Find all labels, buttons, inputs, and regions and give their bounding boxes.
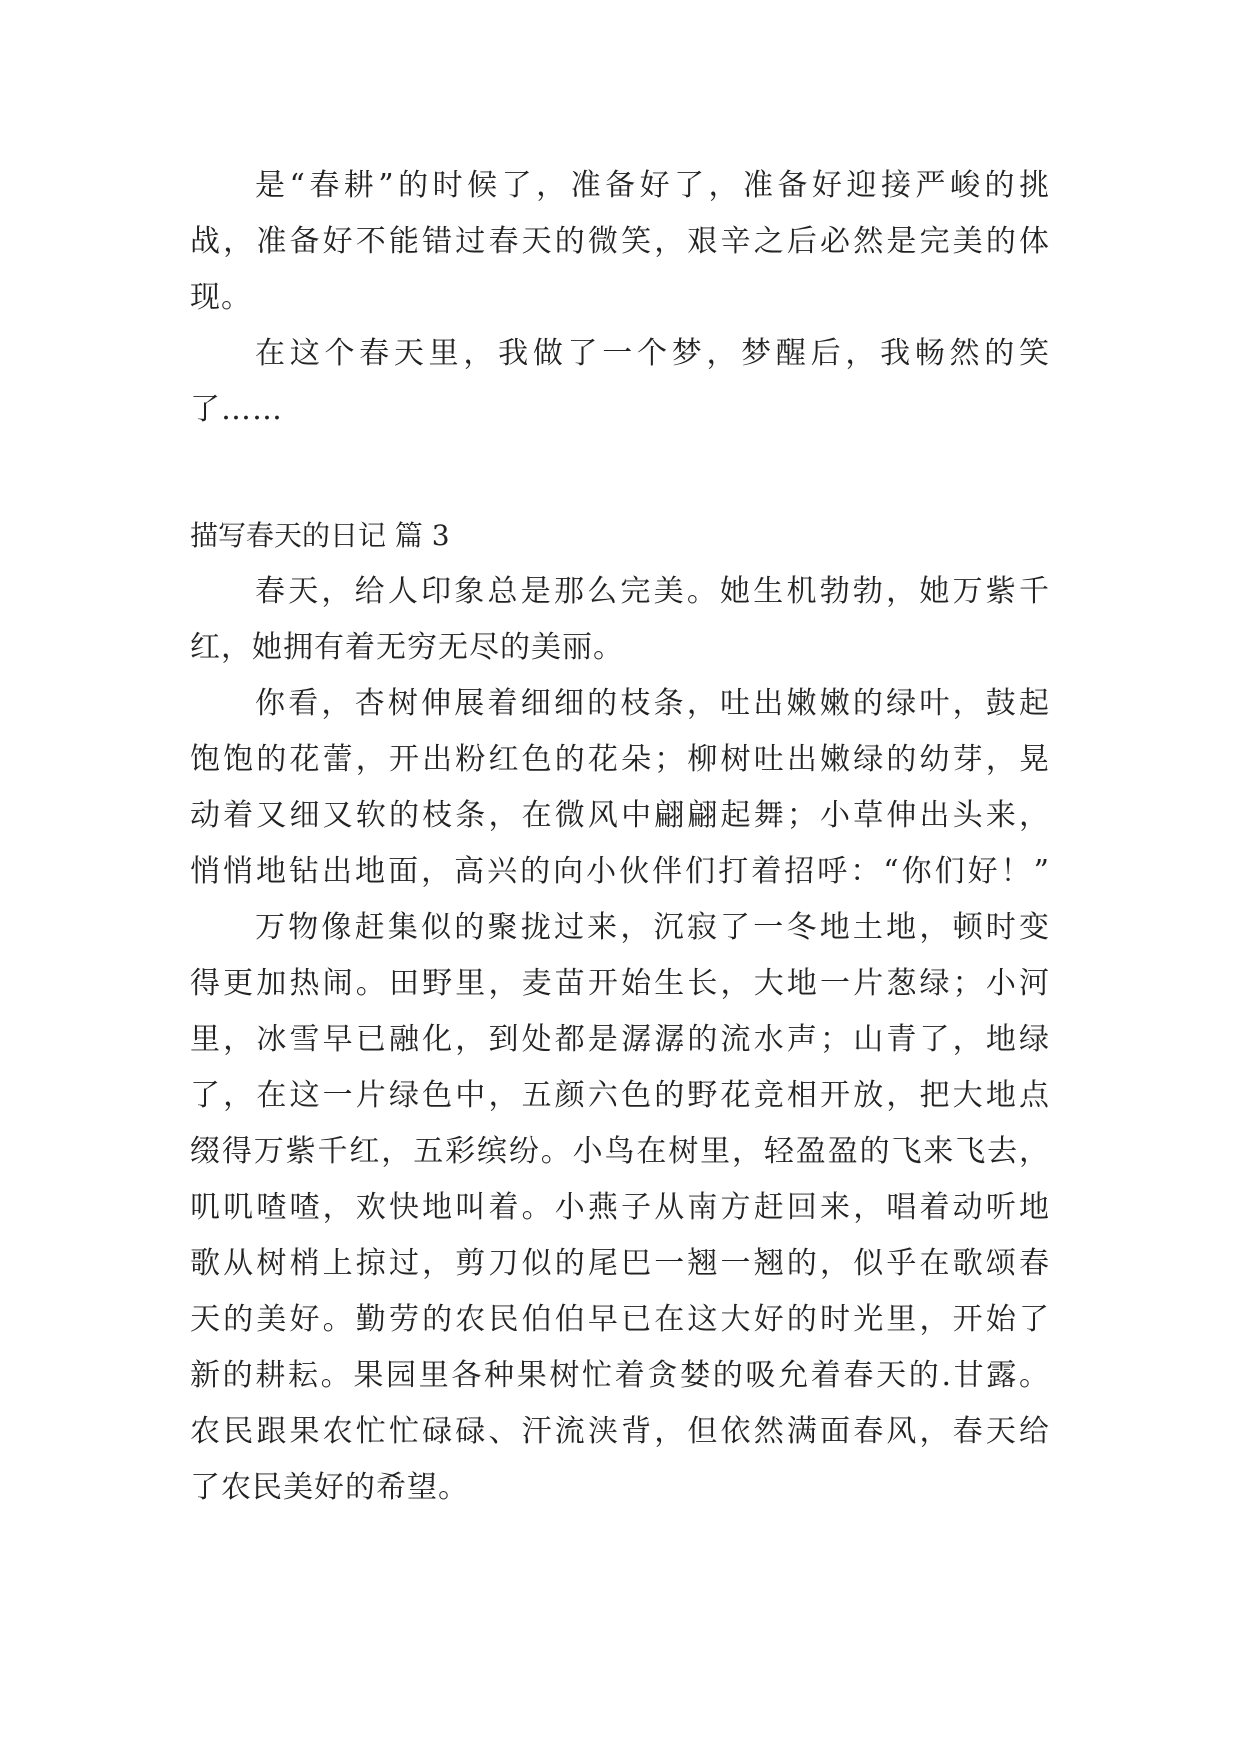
paragraph-line: 你看，杏树伸展着细细的枝条，吐出嫩嫩的绿叶，鼓起 — [255, 686, 1050, 721]
paragraph-line: 悄悄地钻出地面，高兴的向小伙伴们打着招呼：“你们好！” — [190, 854, 1050, 889]
paragraph-line: 农民跟果农忙忙碌碌、汗流浃背，但依然满面春风，春天给 — [190, 1414, 1050, 1449]
paragraph-line: 了，在这一片绿色中，五颜六色的野花竞相开放，把大地点 — [190, 1078, 1050, 1113]
paragraph-line: 得更加热闹。田野里，麦苗开始生长，大地一片葱绿；小河 — [190, 966, 1050, 1001]
paragraph-line: 春天，给人印象总是那么完美。她生机勃勃，她万紫千 — [255, 574, 1050, 609]
paragraph-line: 是“春耕”的时候了，准备好了，准备好迎接严峻的挑 — [255, 168, 1050, 203]
paragraph-line: 饱饱的花蕾，开出粉红色的花朵；柳树吐出嫩绿的幼芽，晃 — [190, 742, 1050, 777]
paragraph-line: 天的美好。勤劳的农民伯伯早已在这大好的时光里，开始了 — [190, 1302, 1050, 1337]
paragraph-line: 歌从树梢上掠过，剪刀似的尾巴一翘一翘的，似乎在歌颂春 — [190, 1246, 1050, 1281]
paragraph-line: 新的耕耘。果园里各种果树忙着贪婪的吸允着春天的.甘露。 — [190, 1358, 1050, 1393]
paragraph-line: 缀得万紫千红，五彩缤纷。小鸟在树里，轻盈盈的飞来飞去， — [190, 1134, 1050, 1169]
paragraph-line: 了农民美好的希望。 — [190, 1470, 469, 1505]
paragraph-line: 现。 — [190, 280, 252, 315]
paragraph-line: 动着又细又软的枝条，在微风中翩翩起舞；小草伸出头来， — [190, 798, 1050, 833]
paragraph-line: 万物像赶集似的聚拢过来，沉寂了一冬地土地，顿时变 — [255, 910, 1050, 945]
paragraph-line: 里，冰雪早已融化，到处都是潺潺的流水声；山青了，地绿 — [190, 1022, 1050, 1057]
paragraph-line: 红，她拥有着无穷无尽的美丽。 — [190, 630, 624, 665]
paragraph-line: 了…… — [190, 392, 283, 427]
paragraph-line: 在这个春天里，我做了一个梦，梦醒后，我畅然的笑 — [255, 336, 1050, 371]
paragraph-line: 战，准备好不能错过春天的微笑，艰辛之后必然是完美的体 — [190, 224, 1050, 259]
paragraph-line: 叽叽喳喳，欢快地叫着。小燕子从南方赶回来，唱着动听地 — [190, 1190, 1050, 1225]
section-heading: 描写春天的日记 篇 3 — [190, 519, 450, 552]
